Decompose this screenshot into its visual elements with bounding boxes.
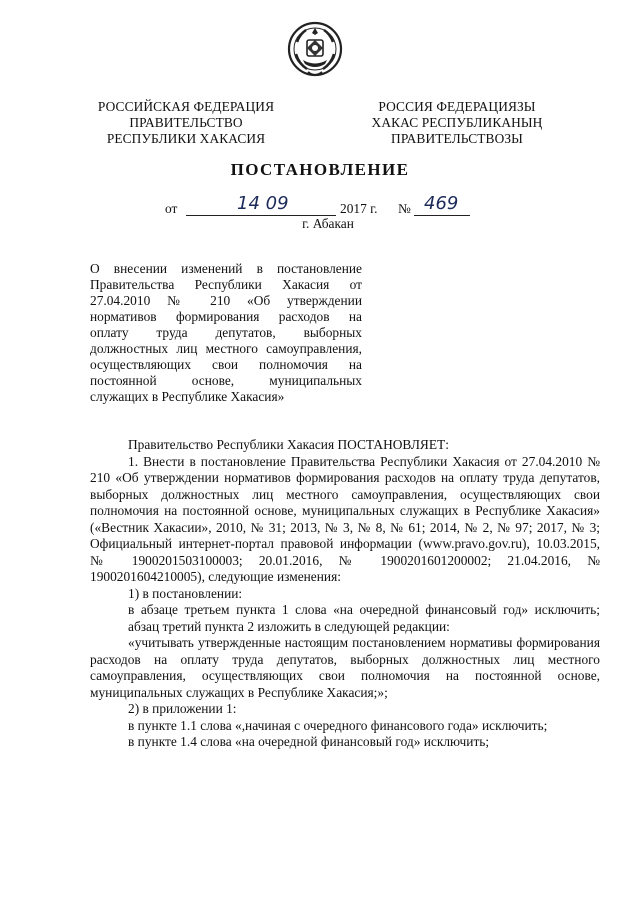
city-name: г. Абакан	[302, 216, 354, 231]
subject-line: О внесении изменений в постановление	[90, 261, 362, 276]
body-paragraph: 1) в постановлении:	[128, 585, 243, 601]
from-label: от	[165, 201, 178, 216]
subject-line: 27.04.2010 № 210 «Об утверждении	[90, 293, 362, 308]
subject-line: служащих в Республике Хакасия»	[90, 389, 285, 404]
header-right-khakas	[352, 99, 562, 147]
handwritten-number: 469	[424, 193, 459, 214]
header-left-line-1: РОССИЙСКАЯ ФЕДЕРАЦИЯ	[97, 99, 275, 114]
body-paragraph: Правительство Республики Хакасия ПОСТАНОВЛЯЕТ:	[128, 437, 449, 452]
body-paragraph: в пункте 1.4 слова «на очередной финансовый год» исключить;	[128, 734, 490, 749]
document-subject	[90, 261, 362, 405]
header-right-line-3: ПРАВИТЕЛЬСТВОЗЫ	[391, 131, 523, 146]
coat-of-arms-emblem	[286, 20, 344, 82]
header-left-russian	[86, 99, 286, 147]
city-line	[0, 216, 640, 232]
document-body	[90, 437, 600, 751]
subject-line: оплату труда депутатов, выборных	[90, 325, 362, 340]
header-left-line-3: РЕСПУБЛИКИ ХАКАСИЯ	[106, 131, 266, 146]
body-paragraph: 2) в приложении 1:	[128, 701, 237, 716]
number-label: №	[398, 201, 411, 216]
year-label: 2017 г.	[340, 201, 378, 216]
body-paragraph: в пункте 1.1 слова «,начиная с очередного финансового года» исключить;	[128, 717, 548, 733]
body-paragraph: в абзаце третьем пункта 1 слова «на очередной финансовый год» исключить;	[128, 602, 600, 617]
subject-line: Правительства Республики Хакасия от	[90, 277, 362, 292]
header-left-line-2: ПРАВИТЕЛЬСТВО	[129, 115, 243, 130]
subject-line: должностных лиц местного самоуправления,	[90, 341, 362, 356]
document-title: ПОСТАНОВЛЕНИЕ	[230, 160, 410, 179]
header-right-line-2: ХАКАС РЕСПУБЛИКАНЫҢ	[371, 115, 543, 130]
subject-line: осуществляющих свои полномочия на	[90, 357, 362, 372]
body-paragraph: абзац третий пункта 2 изложить в следующей редакции:	[128, 618, 450, 634]
subject-line: постоянной основе, муниципальных	[90, 373, 362, 388]
header-right-line-1: РОССИЯ ФЕДЕРАЦИЯЗЫ	[378, 99, 536, 114]
handwritten-date: 14 09	[237, 193, 289, 214]
body-paragraph: 1. Внести в постановление Правительства Республики Хакасия от 27.04.2010 № 210 «Об утверждении нормативов формирования расходов на оплату труда депутатов, выборных должностных лиц местного самоуправления, осуществляющих свои полномочия на постоянной основе, муниципальных служащих в Республике Хакасия» («Вестник Хакасии», 2010, № 31; 2013, № 3, № 8, № 61; 2014, № 2, № 97; 2017, № 3; Официальный интернет-портал правовой информации (www.pravo.gov.ru), 10.03.2015, № 1900201503100003; 20.01.2016, № 1900201601200002; 21.04.2016, № 1900201604210005), следующие изменения:	[90, 453, 600, 584]
body-paragraph: «учитывать утвержденные настоящим постановлением нормативы формирования расходов на оплату труда депутатов, выборных должностных лиц местного самоуправления, осуществляющих свои полномочия на постоянной основе, муниципальных служащих в Республике Хакасия;»;	[90, 635, 600, 700]
subject-line: нормативов формирования расходов на	[90, 309, 362, 324]
